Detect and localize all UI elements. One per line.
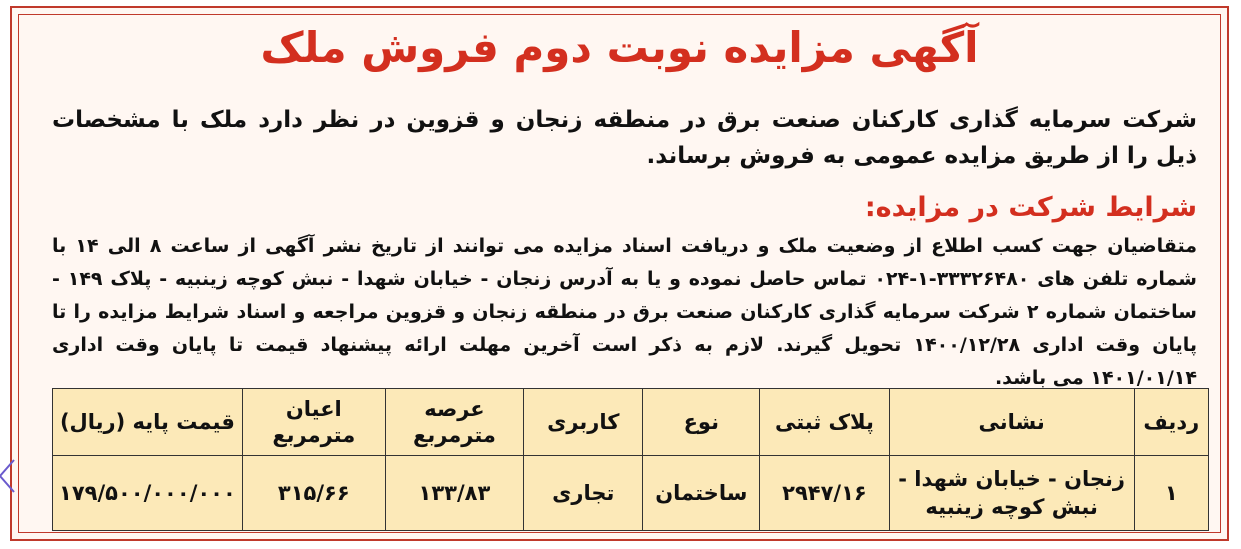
cell-building-area: ۳۱۵/۶۶ (242, 456, 385, 531)
notice-intro: شرکت سرمایه گذاری کارکنان صنعت برق در منطقه زنجان و قزوین در نظر دارد ملک با مشخصات ذیل را از طریق مزایده عمومی به فروش برساند. (52, 107, 1197, 169)
cell-row-number: ۱ (1134, 456, 1208, 531)
cell-base-price: ۱۷۹/۵۰۰/۰۰۰/۰۰۰ (53, 456, 243, 531)
cell-address: زنجان - خیابان شهدا - نبش کوچه زینبیه (889, 456, 1134, 531)
cell-usage: تجاری (524, 456, 643, 531)
property-table (52, 388, 1209, 531)
conditions-heading: شرایط شرکت در مزایده: (864, 192, 1197, 223)
chevron-left-icon (0, 458, 16, 494)
notice-title: آگهی مزایده نوبت دوم فروش ملک (260, 23, 979, 72)
header-building-area: اعیان مترمربع (242, 389, 385, 456)
cell-type: ساختمان (643, 456, 760, 531)
table-header-row (53, 389, 1209, 456)
header-address: نشانی (889, 389, 1134, 456)
header-base-price: قیمت پایه (ریال) (53, 389, 243, 456)
header-usage: کاربری (524, 389, 643, 456)
cell-registration-plate: ۲۹۴۷/۱۶ (760, 456, 890, 531)
header-land-area: عرصه مترمربع (385, 389, 523, 456)
cell-land-area: ۱۳۳/۸۳ (385, 456, 523, 531)
notice-frame (10, 6, 1229, 541)
header-row-number: ردیف (1134, 389, 1208, 456)
conditions-text: متقاضیان جهت کسب اطلاع از وضعیت ملک و دریافت اسناد مزایده می توانند از تاریخ نشر آگهی از ساعت ۸ الی ۱۴ با شماره تلفن های ۳۳۳۲۶۴۸۰-۱-۰۲۴ تماس حاصل نموده و یا به آدرس زنجان - خیابان شهدا - نبش کوچه زینبیه - پلاک ۱۴۹ - ساختمان شماره ۲ شرکت سرمایه گذاری کارکنان صنعت برق در منطقه زنجان و قزوین مراجعه و اسناد شرایط مزایده را تا پایان وقت اداری ۱۴۰۰/۱۲/۲۸ تحویل گیرند. لازم به ذکر است آخرین مهلت ارائه پیشنهاد قیمت تا پایان وقت اداری ۱۴۰۱/۰۱/۱۴ می باشد. (52, 235, 1197, 389)
header-type: نوع (643, 389, 760, 456)
header-registration-plate: پلاک ثبتی (760, 389, 890, 456)
table-row (53, 456, 1209, 531)
